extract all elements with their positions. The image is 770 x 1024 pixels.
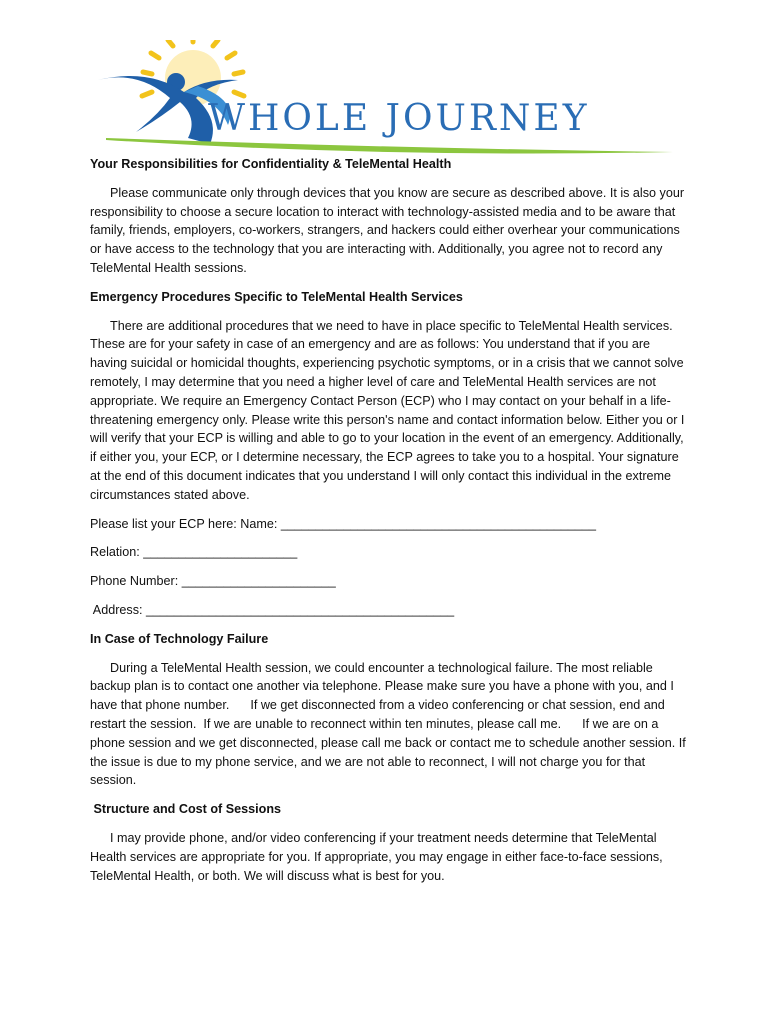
- swoosh-shape: [106, 138, 673, 154]
- ecp-relation-field: Relation: ______________________: [90, 545, 298, 560]
- confidentiality-paragraph: Please communicate only through devices that you know are secure as described above. It is also your responsibility to choose a secure location to interact with technology-assisted media and to be aware that family, friends, employers, co-workers, strangers, and hackers could either overhear your communications or have access to the technology that you are interacting with. Additionally, you agree not to record any TeleMental Health sessions.: [90, 185, 685, 275]
- emergency-heading: Emergency Procedures Specific to TeleMental Health Services: [90, 289, 463, 304]
- ecp-address-field: Address: ____________________________________________: [90, 602, 455, 617]
- emergency-paragraph: There are additional procedures that we need to have in place specific to TeleMental Health services. These are for your safety in case of an emergency and are as follows: You understand that if you are having suicidal or homicidal thoughts, experiencing psychotic symptoms, or in a crisis that we cannot solve remotely, I may determine that you need a higher level of care and TeleMental Health services are not appropriate. We require an Emergency Contact Person (ECP) who I may contact on your behalf in a life-threatening emergency only. Please write this person's name and contact information below. Either you or I will verify that your ECP is willing and able to go to your location in the event of an emergency. Additionally, if either you, your ECP, or I determine necessary, the ECP agrees to take you to a hospital. Your signature at the end of this document indicates that you understand I will only contact this individual in the extreme circumstances stated above.: [90, 318, 685, 502]
- ecp-name-field: Please list your ECP here: Name: _____________________________________________: [90, 516, 597, 531]
- ecp-phone-field: Phone Number: ______________________: [90, 574, 336, 589]
- structure-cost-paragraph: I may provide phone, and/or video conferencing if your treatment needs determine that TeleMental Health services are appropriate for you. If appropriate, you may engage in either face-to-face sessions, TeleMental Health, or both. We will discuss what is best for you.: [90, 830, 663, 883]
- document-body: [90, 155, 690, 895]
- structure-cost-heading: Structure and Cost of Sessions: [90, 802, 282, 817]
- whole-journey-logo: [88, 40, 688, 160]
- logo-text: WHOLE JOURNEY: [208, 98, 590, 139]
- tech-failure-heading: In Case of Technology Failure: [90, 631, 269, 646]
- tech-failure-paragraph: During a TeleMental Health session, we could encounter a technological failure. The most reliable backup plan is to contact one another via telephone. Please make sure you have a phone with you, and I have that phone number. If we get disconnected from a video conferencing or chat session, end and restart the session. If we are unable to reconnect within ten minutes, please call me. If we are on a phone session and we get disconnected, please call me back or contact me to schedule another session. If the issue is due to my phone service, and we are not able to reconnect, I will not charge you for that session.: [90, 660, 690, 788]
- confidentiality-heading: Your Responsibilities for Confidentiality & TeleMental Health: [90, 157, 452, 171]
